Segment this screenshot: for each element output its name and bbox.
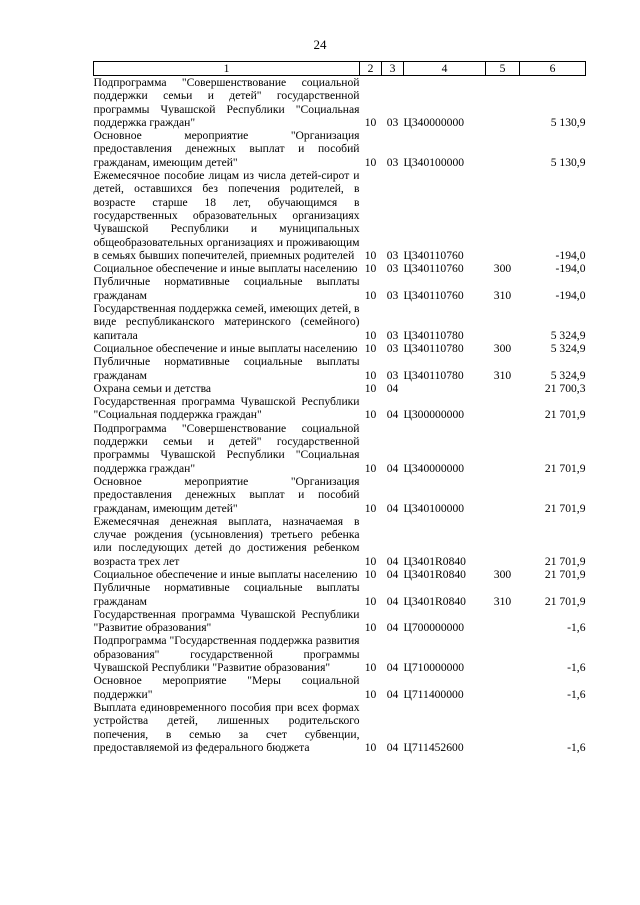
row-amount-cell: -1,6 (567, 740, 586, 754)
column-header-2: 2 (360, 62, 382, 76)
row-amount-cell: 21 701,9 (544, 461, 586, 475)
row-section-cell: 10 (364, 155, 377, 169)
table-row (94, 262, 586, 275)
row-amount-cell: 5 324,9 (550, 328, 586, 342)
row-section-cell: 10 (364, 408, 377, 422)
row-target-code-cell: Ц340110760 (403, 262, 464, 276)
row-amount-cell: -194,0 (555, 288, 586, 302)
table-row (94, 701, 586, 754)
row-name-cell: Социальное обеспечение и иные выплаты населению (93, 262, 358, 276)
row-section-cell: 10 (364, 661, 377, 675)
table-row (94, 674, 586, 701)
row-subsection-cell: 03 (386, 155, 399, 169)
table-row (94, 355, 586, 382)
row-subsection-cell: 04 (386, 740, 399, 754)
row-expense-type-cell (486, 76, 520, 130)
row-subsection-cell: 03 (386, 262, 399, 276)
row-subsection-cell: 03 (386, 288, 399, 302)
row-name-cell: Основное мероприятие "Организация предоставления денежных выплат и пособий гражданам, имеющим детей" (93, 474, 360, 515)
row-target-code-cell: Ц340110780 (403, 341, 464, 355)
row-expense-type-cell (486, 515, 520, 568)
table-row (94, 342, 586, 355)
row-expense-type-cell (486, 395, 520, 422)
row-name-cell: Подпрограмма "Совершенствование социальной поддержки семьи и детей" государственной программы Чувашской Республики "Социальная поддержка граждан" (93, 421, 360, 475)
row-amount-cell: -194,0 (555, 248, 586, 262)
row-target-code-cell: Ц340100000 (403, 155, 465, 169)
row-amount-cell: 21 700,3 (544, 381, 586, 395)
row-target-code-cell: Ц300000000 (403, 408, 465, 422)
row-expense-type-cell (486, 169, 520, 262)
row-subsection-cell: 04 (386, 661, 399, 675)
row-name-cell: Государственная программа Чувашской Республики "Развитие образования" (93, 607, 360, 635)
row-name-cell: Подпрограмма "Совершенствование социальной поддержки семьи и детей" государственной программы Чувашской Республики "Социальная поддержка граждан" (93, 76, 360, 129)
row-name-cell: Ежемесячная денежная выплата, назначаемая в случае рождения (усыновления) третьего ребенка или последующих детей до достижения ребенком возраста трех лет (93, 514, 360, 568)
row-name-cell: Ежемесячное пособие лицам из числа детей-сирот и детей, оставшихся без попечения родителей, в возрасте старше 18 лет, обучающимся в государственных образовательных организациях Чувашской Республики и муниципальных общеобразовательных организациях и проживающим в семьях бывших попечителей, приемных родителей (93, 169, 360, 262)
table-row (94, 634, 586, 674)
row-expense-type-cell: 310 (493, 368, 512, 382)
row-name-cell: Социальное обеспечение и иные выплаты населению (93, 567, 358, 581)
table-row (94, 76, 586, 130)
row-expense-type-cell (486, 634, 520, 674)
row-target-code-cell: Ц340110780 (403, 368, 464, 382)
column-header-5: 5 (486, 62, 520, 76)
row-subsection-cell: 04 (386, 554, 399, 568)
table-row (94, 581, 586, 608)
row-target-code-cell: Ц710000000 (403, 661, 465, 675)
table-row (94, 568, 586, 581)
row-expense-type-cell (486, 701, 520, 754)
column-header-6: 6 (520, 62, 586, 76)
row-target-code-cell: Ц3401R0840 (403, 567, 466, 581)
table-row (94, 275, 586, 302)
column-header-1: 1 (94, 62, 360, 76)
table-row (94, 608, 586, 635)
row-expense-type-cell (486, 475, 520, 515)
row-expense-type-cell (486, 129, 520, 169)
row-section-cell: 10 (364, 368, 377, 382)
row-section-cell: 10 (364, 248, 377, 262)
row-expense-type-cell: 300 (493, 262, 512, 276)
row-amount-cell: -1,6 (567, 621, 586, 635)
row-subsection-cell: 04 (386, 501, 399, 515)
row-amount-cell: 5 130,9 (550, 115, 586, 129)
row-target-code-cell: Ц711400000 (403, 687, 464, 701)
row-amount-cell: 21 701,9 (544, 408, 586, 422)
row-target-code-cell: Ц340000000 (403, 461, 465, 475)
row-section-cell: 10 (364, 288, 377, 302)
row-subsection-cell: 03 (386, 368, 399, 382)
row-name-cell: Социальное обеспечение и иные выплаты населению (93, 341, 358, 355)
row-target-code-cell: Ц340110760 (403, 248, 464, 262)
row-name-cell: Государственная поддержка семей, имеющих детей, в виде республиканского материнского (семейного) капитала (93, 302, 360, 342)
row-section-cell: 10 (364, 621, 377, 635)
row-name-cell: Выплата единовременного пособия при всех формах устройства детей, лишенных родительского попечения, в семью за счет субвенции, предоставляемой из федерального бюджета (93, 700, 360, 754)
table-row (94, 169, 586, 262)
row-subsection-cell: 03 (386, 328, 399, 342)
table-header-row (94, 62, 586, 76)
row-amount-cell: 5 130,9 (550, 155, 586, 169)
row-target-code-cell: Ц3401R0840 (403, 594, 466, 608)
row-expense-type-cell: 310 (493, 288, 512, 302)
table-row (94, 382, 586, 395)
row-amount-cell: 21 701,9 (544, 567, 586, 581)
row-target-code-cell: Ц340100000 (403, 501, 465, 515)
row-name-cell: Публичные нормативные социальные выплаты гражданам (93, 355, 360, 382)
row-target-code-cell: Ц700000000 (403, 621, 465, 635)
row-section-cell: 10 (364, 262, 377, 276)
row-section-cell: 10 (364, 594, 377, 608)
table-row (94, 475, 586, 515)
row-section-cell: 10 (364, 461, 377, 475)
row-target-code-cell: Ц340110780 (403, 328, 464, 342)
row-subsection-cell: 04 (386, 594, 399, 608)
row-name-cell: Основное мероприятие "Меры социальной поддержки" (93, 674, 360, 701)
row-section-cell: 10 (364, 567, 377, 581)
row-section-cell: 10 (364, 687, 377, 701)
row-subsection-cell: 04 (386, 381, 399, 395)
row-expense-type-cell: 310 (493, 594, 512, 608)
row-subsection-cell: 03 (386, 115, 399, 129)
row-amount-cell: 5 324,9 (550, 368, 586, 382)
row-expense-type-cell: 300 (493, 341, 512, 355)
row-target-code-cell: Ц340000000 (403, 115, 465, 129)
table-body (94, 76, 586, 755)
row-name-cell: Государственная программа Чувашской Республики "Социальная поддержка граждан" (93, 395, 360, 422)
row-amount-cell: 21 701,9 (544, 594, 586, 608)
row-target-code-cell: Ц711452600 (403, 740, 464, 754)
table-row (94, 422, 586, 475)
table-row (94, 395, 586, 422)
row-amount-cell: 5 324,9 (550, 341, 586, 355)
row-name-cell: Основное мероприятие "Организация предоставления денежных выплат и пособий гражданам, имеющим детей" (93, 129, 360, 169)
row-name-cell: Охрана семьи и детства (93, 381, 212, 395)
table-row (94, 302, 586, 342)
row-subsection-cell: 04 (386, 567, 399, 581)
row-subsection-cell: 04 (386, 461, 399, 475)
row-section-cell: 10 (364, 501, 377, 515)
row-expense-type-cell: 300 (493, 567, 512, 581)
row-subsection-cell: 03 (386, 341, 399, 355)
row-section-cell: 10 (364, 554, 377, 568)
row-name-cell: Подпрограмма "Государственная поддержка развития образования" государственной программы Чувашской Республики "Развитие образования" (93, 634, 360, 675)
row-subsection-cell: 04 (386, 408, 399, 422)
row-subsection-cell: 04 (386, 687, 399, 701)
row-section-cell: 10 (364, 740, 377, 754)
row-target-code-cell: Ц3401R0840 (403, 554, 466, 568)
row-section-cell: 10 (364, 328, 377, 342)
row-expense-type-cell (486, 608, 520, 635)
row-target-code-cell: Ц340110760 (403, 288, 464, 302)
row-name-cell: Публичные нормативные социальные выплаты гражданам (93, 581, 360, 608)
row-amount-cell: -194,0 (555, 262, 586, 276)
row-name-cell: Публичные нормативные социальные выплаты гражданам (93, 275, 360, 302)
budget-table (93, 61, 586, 754)
page-number: 24 (313, 37, 327, 52)
row-amount-cell: 21 701,9 (544, 554, 586, 568)
row-subsection-cell: 04 (386, 621, 399, 635)
column-header-4: 4 (404, 62, 486, 76)
row-amount-cell: -1,6 (567, 661, 586, 675)
row-section-cell: 10 (364, 381, 377, 395)
table-row (94, 515, 586, 568)
column-header-3: 3 (382, 62, 404, 76)
row-subsection-cell: 03 (386, 248, 399, 262)
row-expense-type-cell (486, 422, 520, 475)
row-expense-type-cell (486, 674, 520, 701)
table-row (94, 129, 586, 169)
row-section-cell: 10 (364, 115, 377, 129)
row-amount-cell: 21 701,9 (544, 501, 586, 515)
row-target-code-cell (404, 382, 486, 395)
row-expense-type-cell (486, 382, 520, 395)
row-section-cell: 10 (364, 341, 377, 355)
row-expense-type-cell (486, 302, 520, 342)
row-amount-cell: -1,6 (567, 687, 586, 701)
